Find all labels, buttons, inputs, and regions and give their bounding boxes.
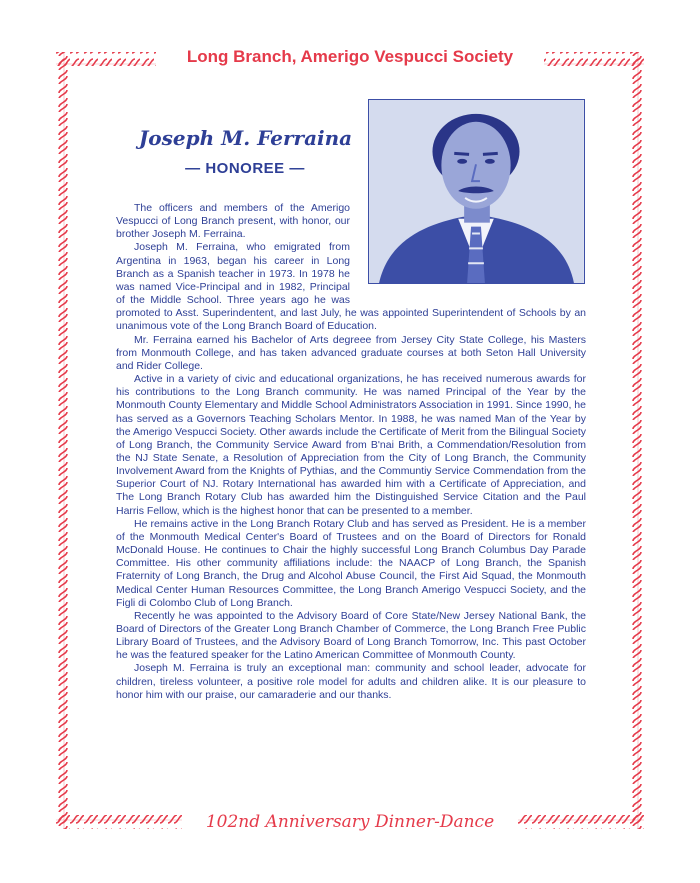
header-title: Long Branch, Amerigo Vespucci Society bbox=[186, 47, 514, 66]
tribute-paragraph-2: Joseph M. Ferraina, who emigrated from Argentina in 1963, began his career in Long Branch as a Spanish teacher in 1973. In 1978 he was named Vice-Principal and in 1982, Principal of the Middle School. Three years ago he was promoted to Asst. Superindentent, and last July, he was appointed Superintendent of Schools by an unanimous vote of the Long Branch Board of Education. bbox=[116, 241, 586, 333]
tribute-paragraph-6: Recently he was appointed to the Advisory Board of Core State/New Jersey National Bank, the Board of Directors of the Greater Long Branch Chamber of Commerce, the Long Branch Free Public Library Board of Trustees, and the Advisory Board of Long Branch Tomorrow, Inc. This past October he was the featured speaker for the Latino American Committee of Monmouth County. bbox=[116, 609, 586, 662]
tribute-paragraph-1: The officers and members of the Amerigo Vespucci of Long Branch present, with honor, our brother Joseph M. Ferraina. bbox=[116, 202, 350, 241]
honoree-label: — HONOREE — bbox=[185, 160, 305, 177]
tribute-paragraph-5: He remains active in the Long Branch Rotary Club and has served as President. He is a member of the Monmouth Medical Center's Board of Trustees and on the Board of Directors for Ronald McDonald House. He continues to Chair the highly successful Long Branch Columbus Day Parade Committee. His other community affiliations include: the NAACP of Long Branch, the Spanish Fraternity of Long Branch, the Drug and Alcohol Abuse Council, the First Aid Squad, the Monmouth Medical Center Human Resources Committee, the Long Branch Amerigo Vespucci Society, and the Figli di Colombo Club of Long Branch. bbox=[116, 517, 586, 609]
tribute-text bbox=[116, 202, 586, 702]
tribute-paragraph-3: Mr. Ferraina earned his Bachelor of Arts degreee from Jersey City State College, his Masters from Monmouth College, and has taken advanced graduate courses at both Seton Hall University and Rider College. bbox=[116, 333, 586, 372]
footer-title: 102nd Anniversary Dinner-Dance bbox=[205, 812, 495, 832]
photo-spacer bbox=[350, 202, 586, 298]
tribute-paragraph-4: Active in a variety of civic and educational organizations, he has received numerous awards for his contributions to the Long Branch community. He was named Principal of the Year by the Monmouth County Elementary and Middle School Administrators Association in 1991. Since 1990, he has served as a Governors Teaching Scholars Mentor. In 1988, he was named Man of the Year by the Amerigo Vespucci Society. Other awards include the Certificate of Merit from the Bilingual Society of Long Branch, the Community Service Award from B'nai Brith, a Commendation/Resolution from the NJ State Senate, a Resolution of Appreciation from the City of Long Branch, the Community Involvement Award from the Knights of Pythias, and the Communtiy Service Commendation from the Superior Court of NJ. Rotary International has awarded him with a Certificate of Appreciation, and The Long Branch Rotary Club has awarded him the Distinguished Service Citation and the Paul Harris Fellow, which is the highest honor that can be presented to a member. bbox=[116, 373, 586, 517]
tribute-paragraph-7: Joseph M. Ferraina is truly an exceptional man: community and school leader, advocate for children, tireless volunteer, a positive role model for adults and children alike. It is our pleasure to honor him with our praise, our camaraderie and our thanks. bbox=[116, 662, 586, 701]
honoree-name: Joseph M. Ferraina bbox=[138, 126, 353, 150]
